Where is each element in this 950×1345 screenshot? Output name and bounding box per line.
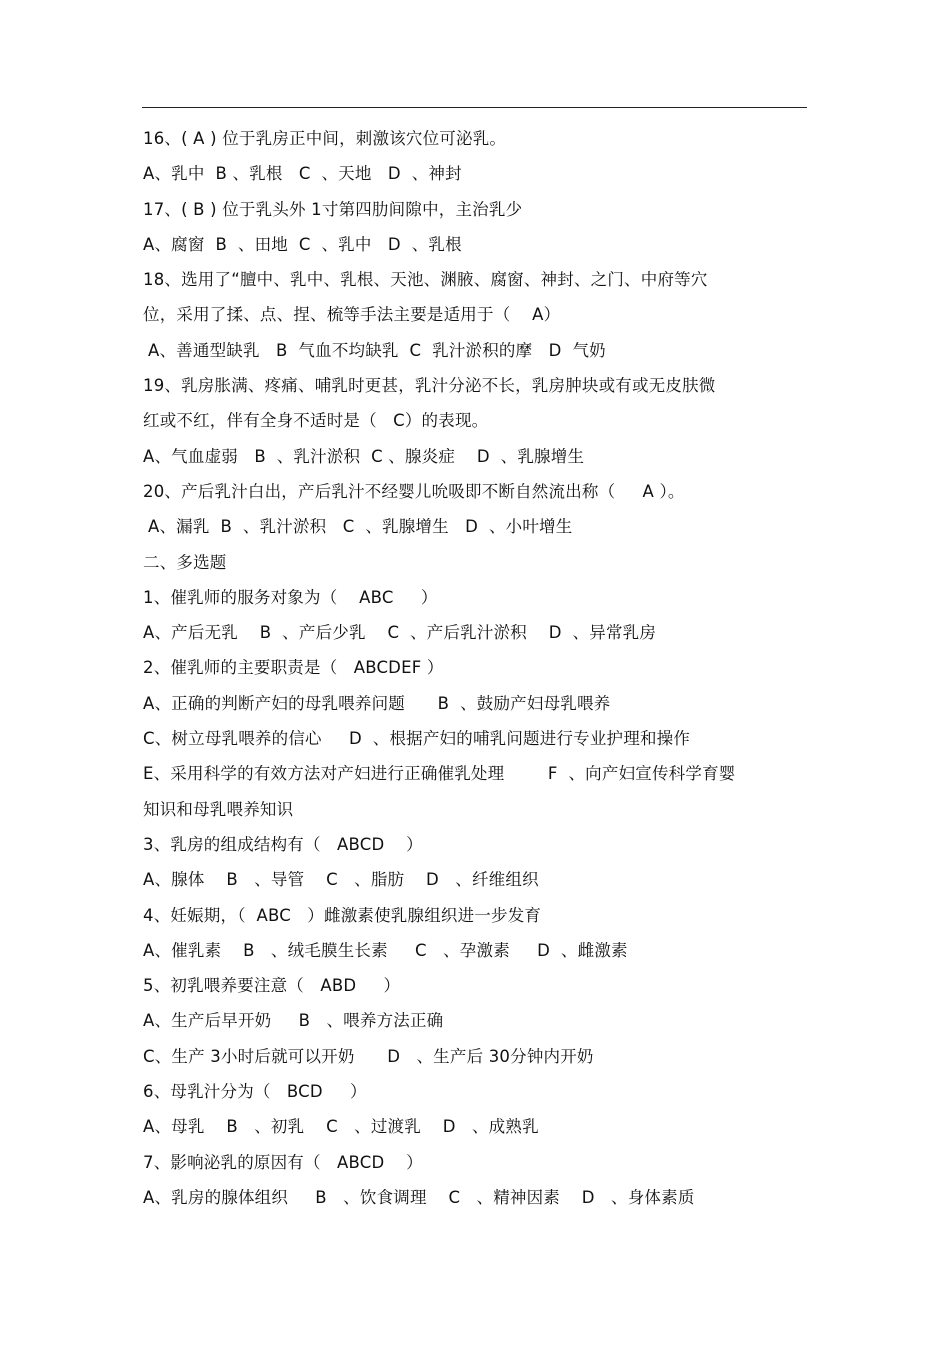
mc-question-3: 3、乳房的组成结构有（ ABCD ） [143, 834, 423, 854]
section-heading-multiple-choice: 二、多选题 [143, 552, 227, 572]
question-20-options: A、漏乳 B 、乳汁淤积 C 、乳腺增生 D 、小叶增生 [148, 517, 573, 537]
question-19: 19、乳房胀满、疼痛、哺乳时更甚，乳汁分泌不长，乳房肿块或有或无皮肤微 [143, 376, 716, 396]
mc-question-2-options-2: C、树立母乳喂养的信心 D 、根据产妇的哺乳问题进行专业护理和操作 [143, 729, 691, 749]
question-16-options: A、乳中 B 、乳根 C 、天地 D 、神封 [143, 164, 462, 184]
mc-question-2-options-4: 知识和母乳喂养知识 [143, 799, 294, 819]
mc-question-5-options-2: C、生产 3小时后就可以开奶 D 、生产后 30分钟内开奶 [143, 1046, 594, 1066]
mc-question-4: 4、妊娠期，（ ABC ）雌激素使乳腺组织进一步发育 [143, 905, 542, 925]
mc-question-6-options: A、母乳 B 、初乳 C 、过渡乳 D 、成熟乳 [143, 1117, 539, 1137]
question-17: 17、( B ) 位于乳头外 1寸第四肋间隙中，主治乳少 [143, 199, 523, 219]
question-18-cont: 位，采用了揉、点、捏、梳等手法主要是适用于（ A） [143, 305, 561, 325]
mc-question-5: 5、初乳喂养要注意（ ABD ） [143, 976, 401, 996]
question-19-cont: 红或不红，伴有全身不适时是（ C）的表现。 [143, 411, 489, 431]
mc-question-1-options: A、产后无乳 B 、产后少乳 C 、产后乳汁淤积 D 、异常乳房 [143, 623, 657, 643]
question-19-options: A、气血虚弱 B 、乳汁淤积 C 、腺炎症 D 、乳腺增生 [143, 446, 585, 466]
question-17-options: A、腐窗 B 、田地 C 、乳中 D 、乳根 [143, 234, 462, 254]
mc-question-6: 6、母乳汁分为（ BCD ） [143, 1082, 367, 1102]
mc-question-3-options: A、腺体 B 、导管 C 、脂肪 D 、纤维组织 [143, 870, 539, 890]
question-18-options: A、善通型缺乳 B 气血不均缺乳 C 乳汁淤积的摩 D 气奶 [148, 340, 606, 360]
mc-question-1: 1、催乳师的服务对象为（ ABC ） [143, 587, 438, 607]
mc-question-7: 7、影响泌乳的原因有（ ABCD ） [143, 1152, 423, 1172]
question-18: 18、选用了“膻中、乳中、乳根、天池、渊腋、腐窗、神封、之门、中府等穴 [143, 270, 708, 290]
mc-question-5-options-1: A、生产后早开奶 B 、喂养方法正确 [143, 1011, 444, 1031]
document-body [143, 121, 808, 1215]
mc-question-7-options: A、乳房的腺体组织 B 、饮食调理 C 、精神因素 D 、身体素质 [143, 1187, 695, 1207]
mc-question-4-options: A、催乳素 B 、绒毛膜生长素 C 、孕激素 D 、雌激素 [143, 940, 628, 960]
header-rule [142, 107, 807, 108]
question-20: 20、产后乳汁白出，产后乳汁不经婴儿吮吸即不断自然流出称（ A ）。 [143, 481, 685, 501]
question-16: 16、( A ) 位于乳房正中间，刺激该穴位可泌乳。 [143, 129, 507, 148]
mc-question-2-options-1: A、正确的判断产妇的母乳喂养问题 B 、鼓励产妇母乳喂养 [143, 693, 611, 713]
mc-question-2: 2、催乳师的主要职责是（ ABCDEF ） [143, 658, 444, 678]
mc-question-2-options-3: E、采用科学的有效方法对产妇进行正确催乳处理 F 、向产妇宣传科学育婴 [143, 764, 736, 784]
